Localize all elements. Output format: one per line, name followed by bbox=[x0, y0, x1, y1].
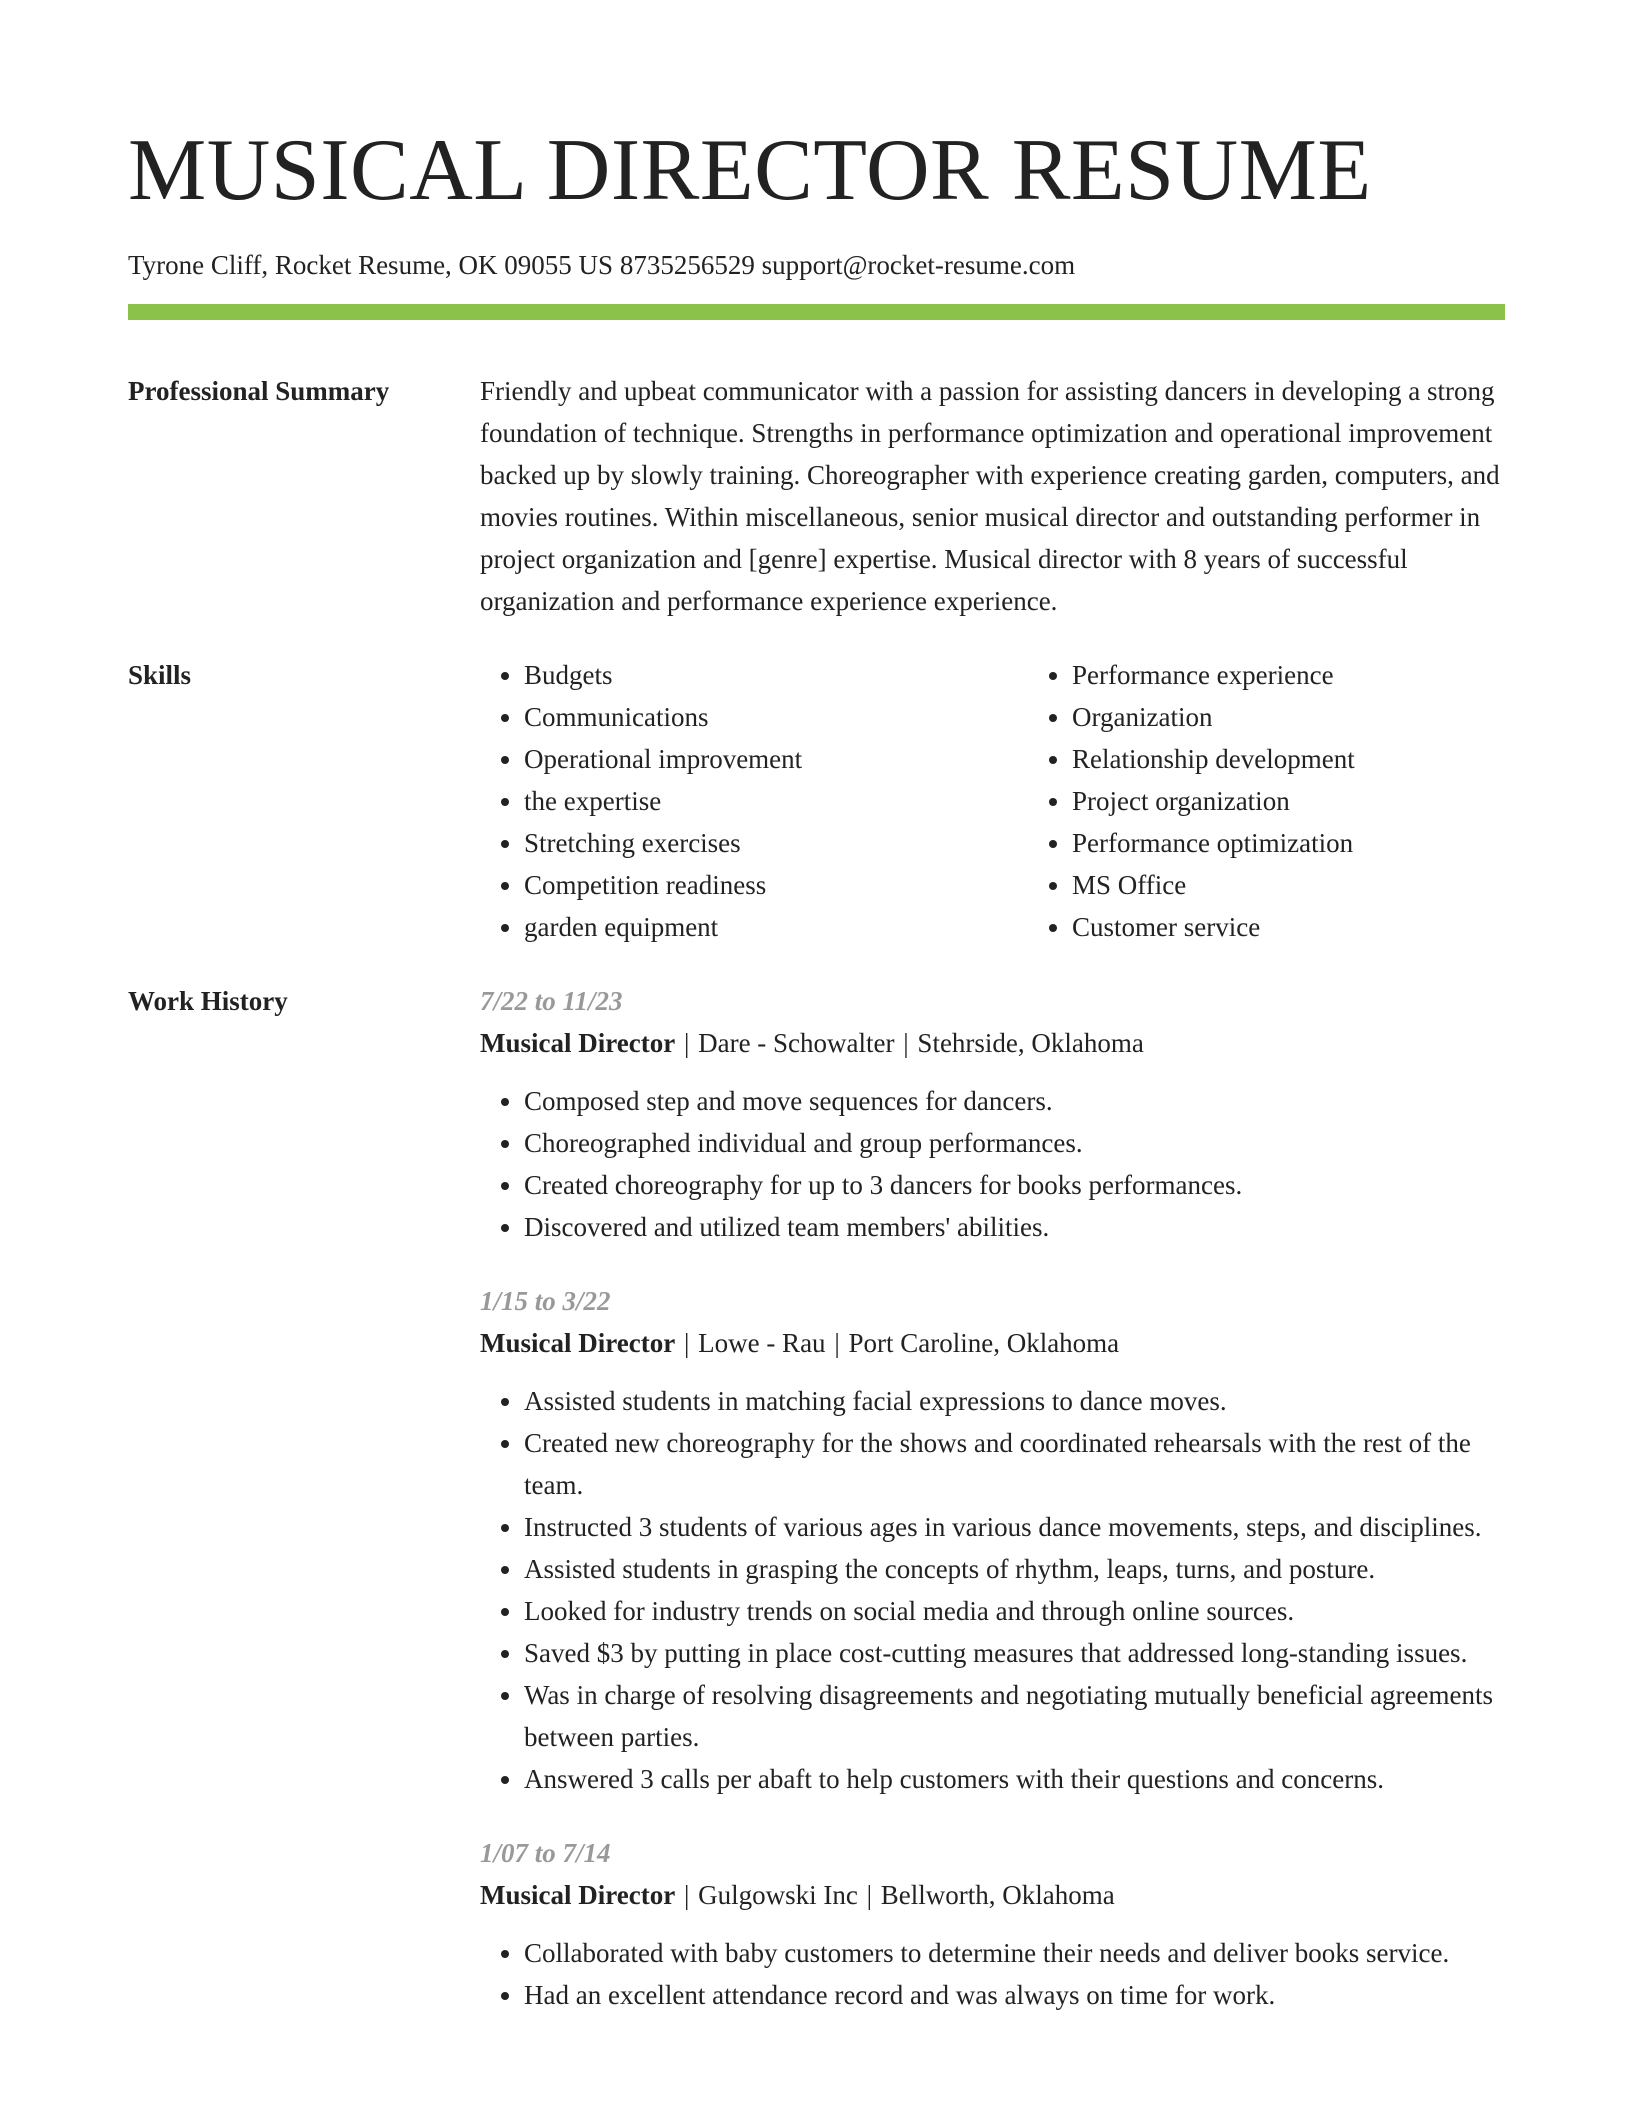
job-dates: 1/15 to 3/22 bbox=[480, 1286, 611, 1316]
skill-item: • Performance experience bbox=[1072, 654, 1576, 696]
job-location: Port Caroline, Oklahoma bbox=[848, 1328, 1120, 1358]
job-bullet: • Was in charge of resolving disagreements and negotiating mutually beneficial agreements between parties. bbox=[524, 1674, 1505, 1758]
separator: | bbox=[834, 1328, 840, 1358]
job-entry bbox=[480, 980, 1505, 1248]
job-title: Musical Director bbox=[480, 1328, 676, 1358]
job-entry bbox=[480, 1832, 1505, 2016]
skills-body bbox=[480, 654, 1576, 948]
skill-item: • Stretching exercises bbox=[524, 822, 1028, 864]
job-company: Dare - Schowalter bbox=[698, 1028, 895, 1058]
summary-text: Friendly and upbeat communicator with a passion for assisting dancers in developing a strong foundation of technique. Strengths in performance optimization and operational improvement backed up by slowly training. Choreographer with experience creating garden, computers, and movies routines. Within miscellaneous, senior musical director and outstanding performer in project organization and [genre] expertise. Musical director with 8 years of successful organization and performance experience experience. bbox=[480, 376, 1500, 616]
work-history-section bbox=[128, 980, 1505, 2016]
job-title: Musical Director bbox=[480, 1880, 676, 1910]
job-company: Lowe - Rau bbox=[698, 1328, 826, 1358]
job-bullet: • Composed step and move sequences for dancers. bbox=[524, 1080, 1505, 1122]
job-bullet-list bbox=[480, 1932, 1505, 2016]
separator: | bbox=[866, 1880, 872, 1910]
job-location: Bellworth, Oklahoma bbox=[880, 1880, 1115, 1910]
job-company: Gulgowski Inc bbox=[698, 1880, 858, 1910]
contact-line: Tyrone Cliff, Rocket Resume, OK 09055 US 8735256529 support@rocket-resume.com bbox=[128, 250, 1076, 280]
section-heading: Skills bbox=[128, 660, 192, 690]
separator: | bbox=[683, 1880, 690, 1910]
skill-item: • Communications bbox=[524, 696, 1028, 738]
skill-item: • MS Office bbox=[1072, 864, 1576, 906]
section-heading: Work History bbox=[128, 986, 288, 1016]
job-title: Musical Director bbox=[480, 1028, 676, 1058]
job-location: Stehrside, Oklahoma bbox=[917, 1028, 1144, 1058]
job-bullet: • Assisted students in matching facial expressions to dance moves. bbox=[524, 1380, 1505, 1422]
skill-item: • Organization bbox=[1072, 696, 1576, 738]
resume-page bbox=[128, 0, 1505, 2016]
job-bullet: • Looked for industry trends on social media and through online sources. bbox=[524, 1590, 1505, 1632]
skill-item: • the expertise bbox=[524, 780, 1028, 822]
accent-divider bbox=[128, 304, 1505, 320]
skill-item: • Relationship development bbox=[1072, 738, 1576, 780]
job-bullet: • Choreographed individual and group performances. bbox=[524, 1122, 1505, 1164]
skill-item: • garden equipment bbox=[524, 906, 1028, 948]
skills-list-left bbox=[480, 654, 1028, 948]
job-bullet: • Answered 3 calls per abaft to help customers with their questions and concerns. bbox=[524, 1758, 1505, 1800]
job-bullet: • Collaborated with baby customers to determine their needs and deliver books service. bbox=[524, 1932, 1505, 1974]
job-bullet: • Saved $3 by putting in place cost-cutting measures that addressed long-standing issues. bbox=[524, 1632, 1505, 1674]
skill-item: • Budgets bbox=[524, 654, 1028, 696]
job-bullet: • Created choreography for up to 3 dancers for books performances. bbox=[524, 1164, 1505, 1206]
job-heading bbox=[480, 1322, 1505, 1364]
job-heading bbox=[480, 1022, 1505, 1064]
job-bullet: • Created new choreography for the shows and coordinated rehearsals with the rest of the team. bbox=[524, 1422, 1505, 1506]
skills-section bbox=[128, 654, 1505, 948]
skill-item: • Project organization bbox=[1072, 780, 1576, 822]
job-entry bbox=[480, 1280, 1505, 1800]
job-bullet: • Had an excellent attendance record and was always on time for work. bbox=[524, 1974, 1505, 2016]
skill-item: • Operational improvement bbox=[524, 738, 1028, 780]
skill-item: • Customer service bbox=[1072, 906, 1576, 948]
resume-title: MUSICAL DIRECTOR RESUME bbox=[128, 122, 1372, 219]
job-dates: 7/22 to 11/23 bbox=[480, 986, 623, 1016]
job-bullet: • Instructed 3 students of various ages in various dance movements, steps, and disciplines. bbox=[524, 1506, 1505, 1548]
job-bullet: • Assisted students in grasping the concepts of rhythm, leaps, turns, and posture. bbox=[524, 1548, 1505, 1590]
skill-item: • Performance optimization bbox=[1072, 822, 1576, 864]
professional-summary-section bbox=[128, 370, 1505, 622]
separator: | bbox=[683, 1328, 690, 1358]
separator: | bbox=[903, 1028, 909, 1058]
separator: | bbox=[683, 1028, 690, 1058]
skills-grid bbox=[480, 654, 1576, 948]
job-dates: 1/07 to 7/14 bbox=[480, 1838, 611, 1868]
job-heading bbox=[480, 1874, 1505, 1916]
skill-item: • Competition readiness bbox=[524, 864, 1028, 906]
job-bullet-list bbox=[480, 1380, 1505, 1800]
job-bullet-list bbox=[480, 1080, 1505, 1248]
section-heading: Professional Summary bbox=[128, 376, 390, 406]
skills-list-right bbox=[1028, 654, 1576, 948]
work-history-body bbox=[480, 980, 1505, 2016]
job-bullet: • Discovered and utilized team members' abilities. bbox=[524, 1206, 1505, 1248]
